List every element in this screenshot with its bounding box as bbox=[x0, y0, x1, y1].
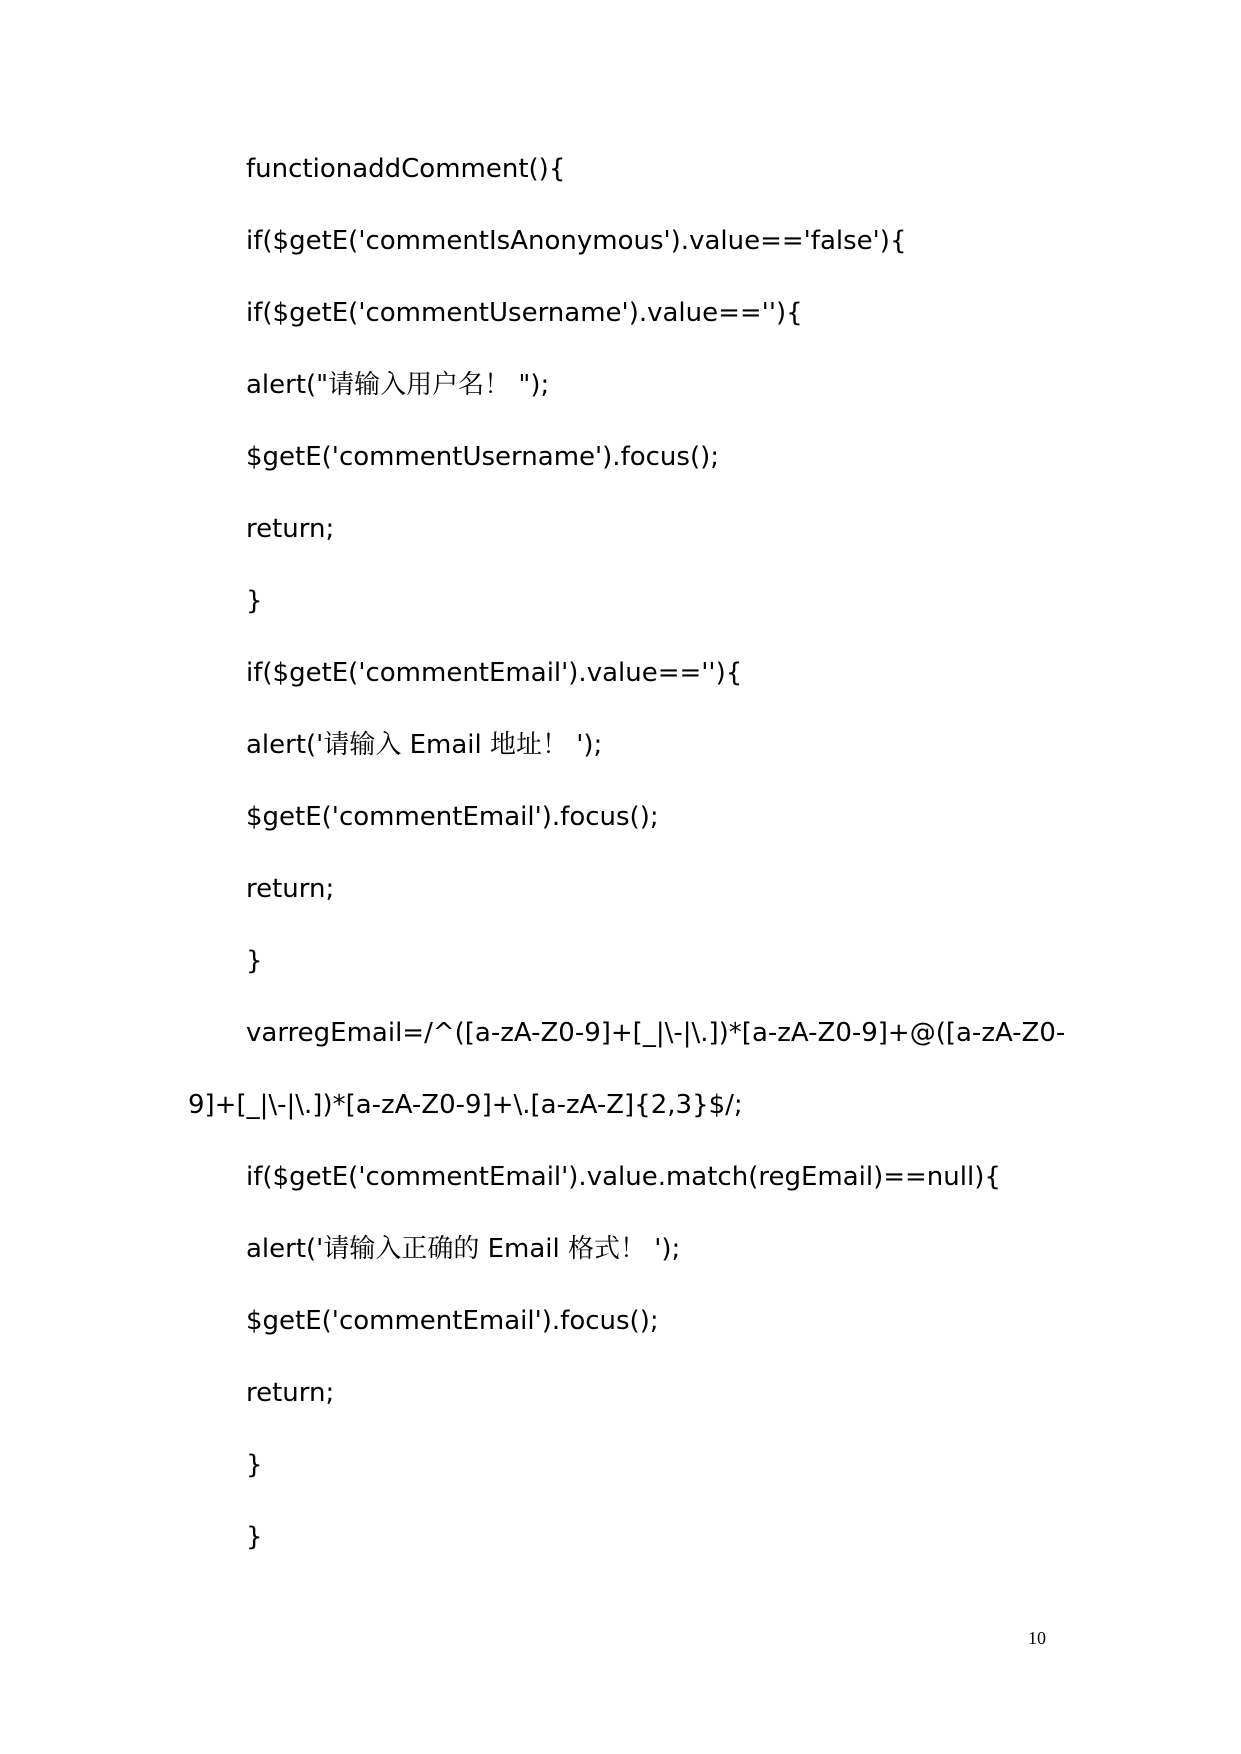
page-number: 10 bbox=[1028, 1628, 1046, 1648]
code-line-return: return; bbox=[246, 514, 335, 544]
code-line-email-focus: $getE('commentEmail').focus(); bbox=[246, 802, 659, 832]
code-line-function-closing-brace: } bbox=[246, 1522, 263, 1552]
code-line-username-alert: alert("请输入用户名！ "); bbox=[246, 370, 550, 400]
code-line-anonymous-check: if($getE('commentIsAnonymous').value=='false'){ bbox=[246, 226, 907, 256]
code-line-email-regex-start: varregEmail=/^([a-zA-Z0-9]+[_|\-|\.])*[a-zA-Z0-9]+@([a-zA-Z0- bbox=[246, 1018, 1066, 1048]
code-line-email-empty-check: if($getE('commentEmail').value==''){ bbox=[246, 658, 743, 688]
code-line-email-focus: $getE('commentEmail').focus(); bbox=[246, 1306, 659, 1336]
code-line-return: return; bbox=[246, 874, 335, 904]
code-line-email-format-alert: alert('请输入正确的 Email 格式！ '); bbox=[246, 1234, 681, 1264]
code-line-return: return; bbox=[246, 1378, 335, 1408]
code-line-closing-brace: } bbox=[246, 586, 263, 616]
code-line-function-declaration: functionaddComment(){ bbox=[246, 154, 566, 184]
code-line-email-regex-continuation: 9]+[_|\-|\.])*[a-zA-Z0-9]+\.[a-zA-Z]{2,3}$/; bbox=[188, 1090, 743, 1120]
code-line-username-check: if($getE('commentUsername').value==''){ bbox=[246, 298, 803, 328]
code-line-closing-brace: } bbox=[246, 946, 263, 976]
code-line-email-alert: alert('请输入 Email 地址！ '); bbox=[246, 730, 603, 760]
code-line-email-format-check: if($getE('commentEmail').value.match(regEmail)==null){ bbox=[246, 1162, 1001, 1192]
code-line-closing-brace: } bbox=[246, 1450, 263, 1480]
code-line-username-focus: $getE('commentUsername').focus(); bbox=[246, 442, 720, 472]
